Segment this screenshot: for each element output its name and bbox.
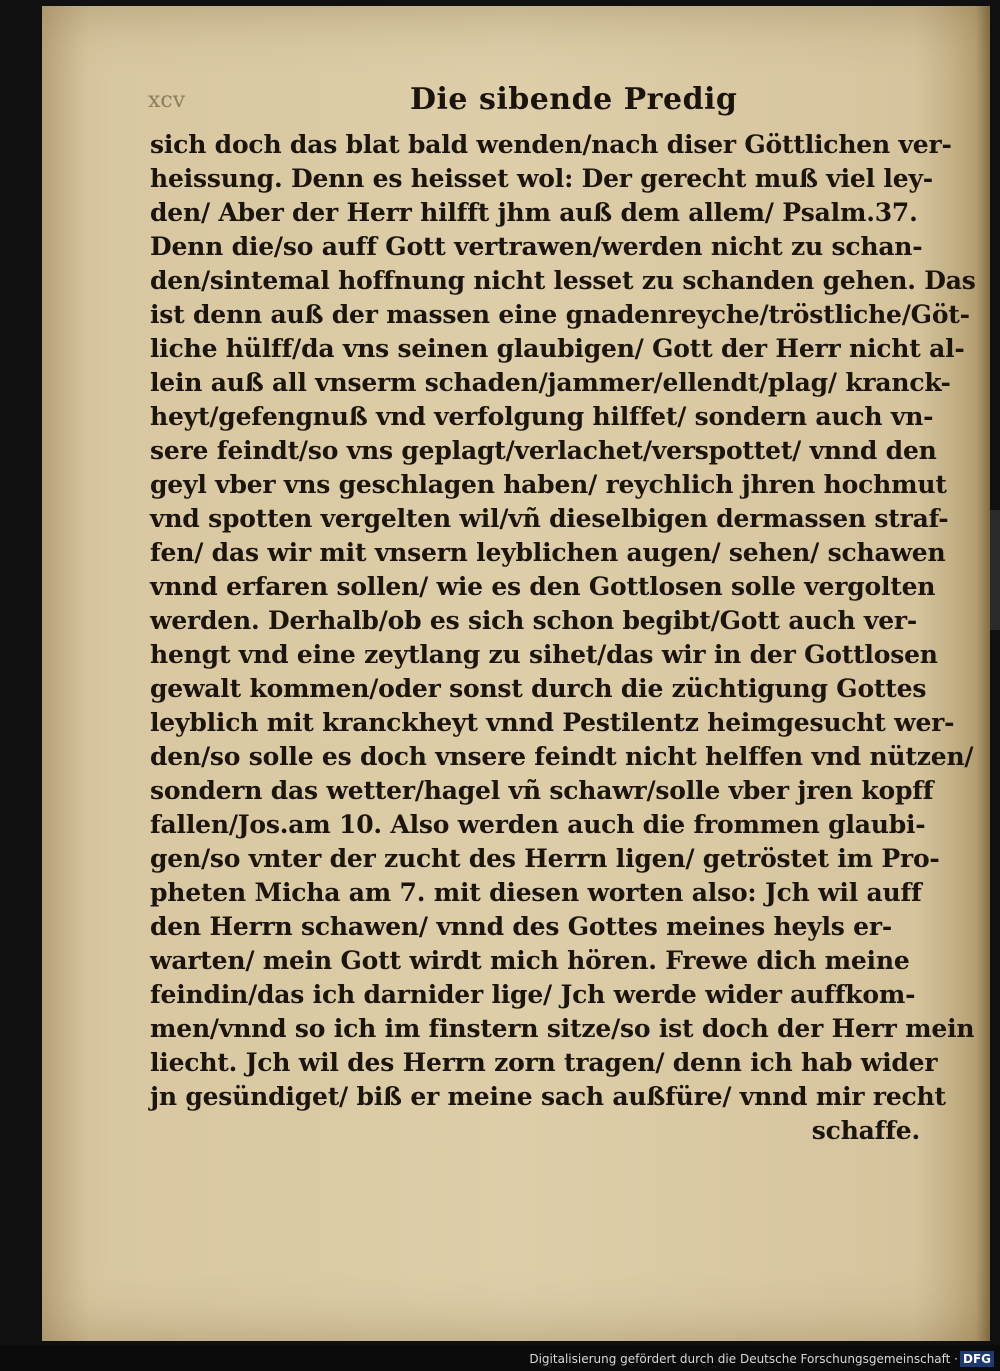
text-line: sondern das wetter/hagel vñ schawr/solle vber jren kopff: [150, 776, 934, 805]
page-folio: xcv: [148, 88, 186, 113]
text-line: heyt/gefengnuß vnd verfolgung hilffet/ sondern auch vn-: [150, 402, 934, 431]
text-line: lein auß all vnserm schaden/jammer/ellendt/plag/ kranck-: [150, 368, 951, 397]
text-line: den/sintemal hoffnung nicht lesset zu schanden gehen. Das: [150, 266, 976, 295]
text-line: ist denn auß der massen eine gnadenreyche/tröstliche/Göt-: [150, 300, 970, 329]
text-line: jn gesündiget/ biß er meine sach außfüre/ vnnd mir recht: [150, 1082, 946, 1111]
footer-bar: [0, 1345, 1000, 1371]
text-line: leyblich mit kranckheyt vnnd Pestilentz heimgesucht wer-: [150, 708, 955, 737]
text-line: vnd spotten vergelten wil/vñ dieselbigen dermassen straf-: [150, 504, 949, 533]
text-line: men/vnnd so ich im finstern sitze/so ist doch der Herr mein: [150, 1014, 975, 1043]
text-line: hengt vnd eine zeytlang zu sihet/das wir in der Gottlosen: [150, 640, 938, 669]
page-edge-shadow: [976, 6, 990, 1341]
text-line: sich doch das blat bald wenden/nach diser Göttlichen ver-: [150, 130, 952, 159]
catchword-line: schaffe.: [811, 1116, 920, 1145]
text-line: fallen/Jos.am 10. Also werden auch die frommen glaubi-: [150, 810, 926, 839]
text-line: warten/ mein Gott wirdt mich hören. Frewe dich meine: [150, 946, 910, 975]
text-line: werden. Derhalb/ob es sich schon begibt/Gott auch ver-: [150, 606, 918, 635]
body-text: [150, 128, 976, 1148]
scan-edge-strip: [990, 510, 1000, 630]
text-line: liche hülff/da vns seinen glaubigen/ Gott der Herr nicht al-: [150, 334, 965, 363]
text-line: geyl vber vns geschlagen haben/ reychlich jhren hochmut: [150, 470, 947, 499]
text-line: fen/ das wir mit vnsern leyblichen augen/ sehen/ schawen: [150, 538, 946, 567]
text-line: heissung. Denn es heisset wol: Der gerecht muß viel ley-: [150, 164, 933, 193]
text-line: pheten Micha am 7. mit diesen worten also: Jch wil auff: [150, 878, 922, 907]
text-line: feindin/das ich darnider lige/ Jch werde wider auffkom-: [150, 980, 916, 1009]
text-line: den/ Aber der Herr hilfft jhm auß dem allem/ Psalm.37.: [150, 198, 918, 227]
funding-notice: Digitalisierung gefördert durch die Deutsche Forschungsgemeinschaft ·: [529, 1352, 958, 1366]
text-line: Denn die/so auff Gott vertrawen/werden nicht zu schan-: [150, 232, 923, 261]
text-line: den/so solle es doch vnsere feindt nicht helffen vnd nützen/: [150, 742, 974, 771]
text-line: gewalt kommen/oder sonst durch die züchtigung Gottes: [150, 674, 927, 703]
running-head: Die sibende Predig: [410, 82, 738, 117]
dfg-logo: DFG: [960, 1351, 994, 1367]
text-line: den Herrn schawen/ vnnd des Gottes meines heyls er-: [150, 912, 893, 941]
text-line: sere feindt/so vns geplagt/verlachet/verspottet/ vnnd den: [150, 436, 937, 465]
text-line: gen/so vnter der zucht des Herrn ligen/ getröstet im Pro-: [150, 844, 940, 873]
text-line: liecht. Jch wil des Herrn zorn tragen/ denn ich hab wider: [150, 1048, 938, 1077]
text-line: vnnd erfaren sollen/ wie es den Gottlosen solle vergolten: [150, 572, 936, 601]
